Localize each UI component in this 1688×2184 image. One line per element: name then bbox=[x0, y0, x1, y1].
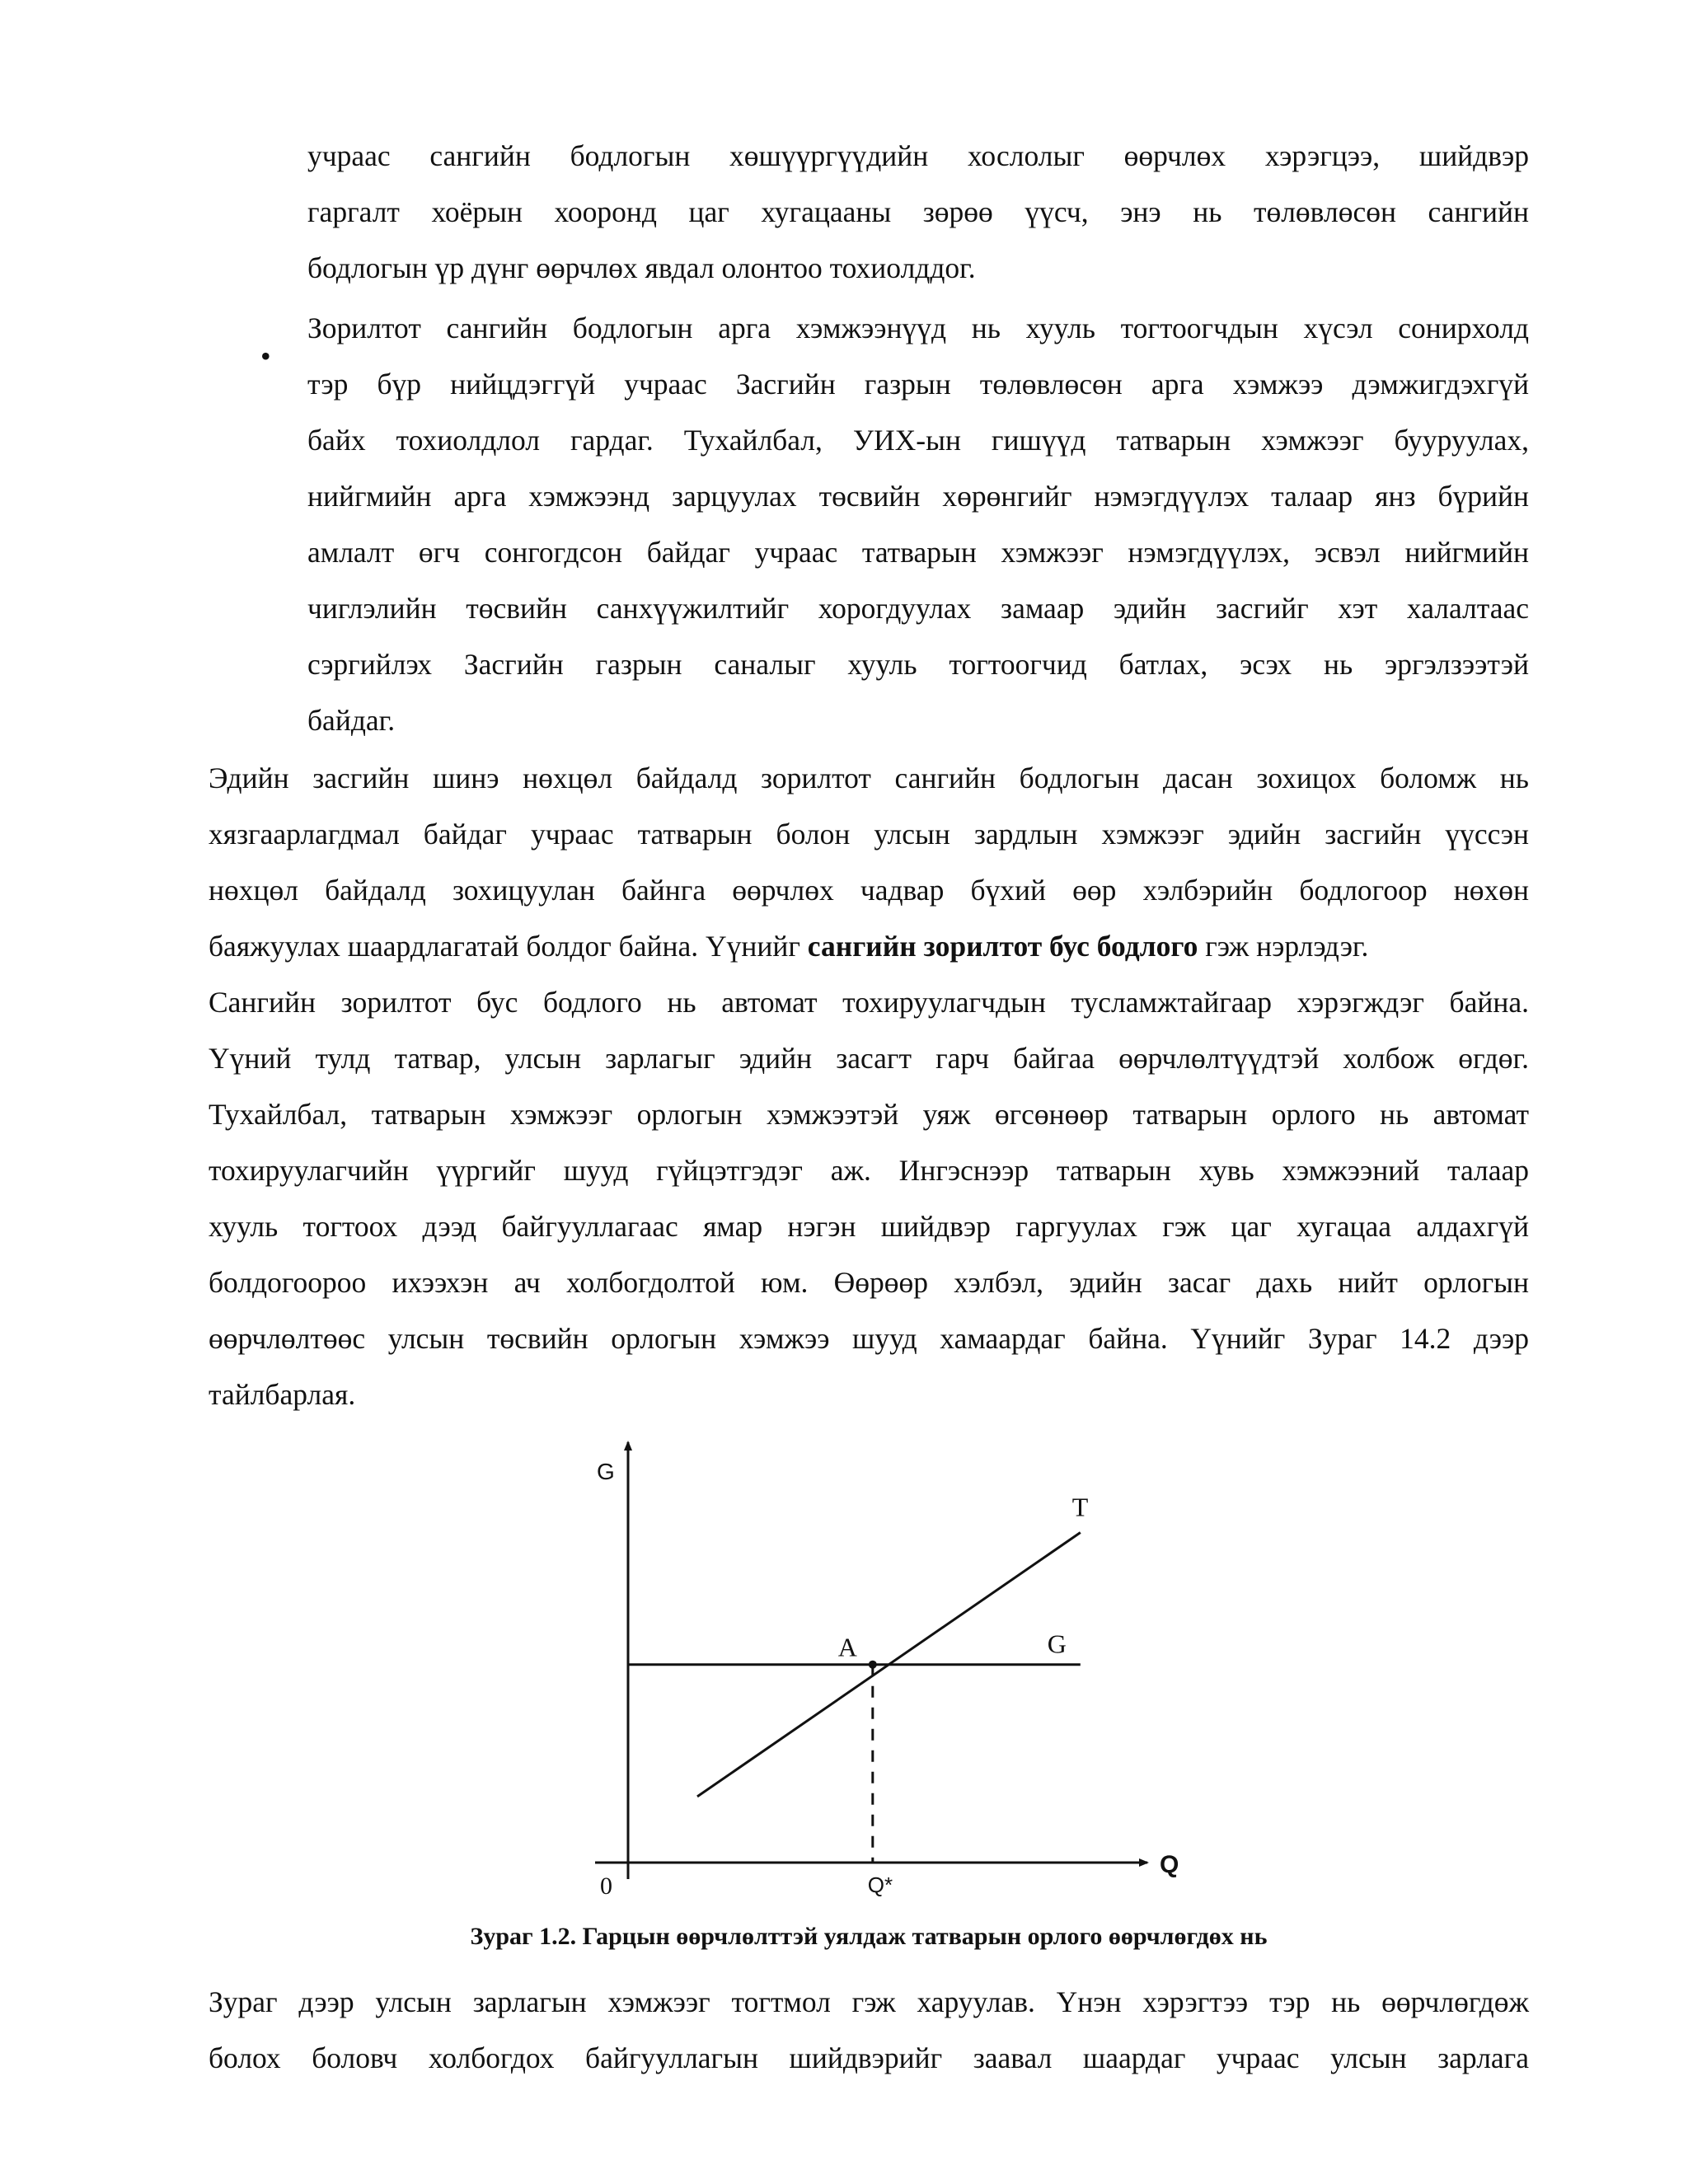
text-line: Эдийн засгийн шинэ нөхцөл байдалд зорилтот сангийн бодлогын дасан зохицох боломж нь bbox=[209, 762, 1529, 794]
text-line: бодлогын үр дүнг өөрчлөх явдал олонтоо тохиолддог. bbox=[307, 251, 976, 284]
figure-tax-revenue-chart bbox=[577, 1422, 1187, 1916]
text-line: гаргалт хоёрын хооронд цаг хугацааны зөрөө үүсч, энэ нь төлөвлөсөн сангийн bbox=[307, 195, 1529, 228]
text-run: гэж нэрлэдэг. bbox=[1198, 930, 1369, 963]
figure-caption: Зураг 1.2. Гарцын өөрчлөлттэй уялдаж татварын орлого өөрчлөгдөх нь bbox=[470, 1923, 1268, 1950]
text-line: байх тохиолдлол гардаг. Тухайлбал, УИХ-ын гишүүд татварын хэмжээг бууруулах, bbox=[307, 424, 1529, 457]
text-line: тохируулагчийн үүргийг шууд гүйцэтгэдэг аж. Ингэснээр татварын хувь хэмжээний талаар bbox=[209, 1154, 1529, 1187]
bullet-paragraph bbox=[307, 300, 1529, 748]
text-line: тайлбарлая. bbox=[209, 1378, 356, 1411]
paragraph-government-spending bbox=[209, 1974, 1529, 2086]
text-line: нөхцөл байдалд зохицуулан байнга өөрчлөх чадвар бүхий өөр хэлбэрийн бодлогоор нөхөн bbox=[209, 874, 1529, 907]
text-line: Зорилтот сангийн бодлогын арга хэмжээнүүд нь хууль тогтоогчдын хүсэл сонирхолд bbox=[307, 312, 1529, 344]
text-line: Зураг дээр улсын зарлагын хэмжээг тогтмол гэж харуулав. Үнэн хэрэгтээ тэр нь өөрчлөгдөж bbox=[209, 1985, 1529, 2018]
bullet-icon: • bbox=[260, 340, 271, 373]
bold-term: сангийн зорилтот бус бодлого bbox=[807, 930, 1198, 963]
series-label-t: T bbox=[1071, 1492, 1089, 1522]
text-line: Сангийн зорилтот бус бодлого нь автомат тохируулагчдын тусламжтайгаар хэрэгждэг байна. bbox=[209, 986, 1529, 1019]
paragraph-continuation bbox=[307, 128, 1529, 296]
x-axis-label: Q bbox=[1160, 1851, 1179, 1878]
origin-label: 0 bbox=[600, 1872, 612, 1900]
series-label-g: G bbox=[1047, 1629, 1067, 1659]
text-line: хууль тогтоох дээд байгууллагаас ямар нэгэн шийдвэр гаргуулах гэж цаг хугацаа алдахгүй bbox=[209, 1210, 1529, 1243]
paragraph-adaptation bbox=[209, 750, 1529, 974]
text-line: амлалт өгч сонгогдсон байдаг учраас татварын хэмжээг нэмэгдүүлэх, эсвэл нийгмийн bbox=[307, 536, 1529, 569]
text-line: болох боловч холбогдох байгууллагын шийдвэрийг заавал шаардаг учраас улсын зарлага bbox=[209, 2041, 1529, 2074]
text-line: Үүний тулд татвар, улсын зарлагыг эдийн засагт гарч байгаа өөрчлөлтүүдтэй холбож өгдөг. bbox=[209, 1042, 1529, 1075]
text-run: баяжуулах шаардлагатай болдог байна. Үүнийг bbox=[209, 930, 808, 963]
y-axis-label: G bbox=[597, 1459, 615, 1484]
text-line: хязгаарлагдмал байдаг учраас татварын болон улсын зардлын хэмжээг эдийн засгийн үүссэн bbox=[209, 818, 1529, 851]
text-line: болдогоороо ихээхэн ач холбогдолтой юм. Өөрөөр хэлбэл, эдийн засаг дахь нийт орлогын bbox=[209, 1266, 1529, 1299]
paragraph-automatic-stabilizers bbox=[209, 974, 1529, 1422]
text-line bbox=[209, 918, 1529, 974]
text-line: тэр бүр нийцдэггүй учраас Засгийн газрын төлөвлөсөн арга хэмжээ дэмжигдэхгүй bbox=[307, 368, 1529, 401]
point-label-a: A bbox=[837, 1632, 857, 1662]
text-line: чиглэлийн төсвийн санхүүжилтийг хорогдуулах замаар эдийн засгийг хэт халалтаас bbox=[307, 592, 1529, 625]
chart-svg bbox=[577, 1422, 1187, 1916]
x-tick-label: Q* bbox=[867, 1872, 893, 1897]
intersection-point bbox=[869, 1661, 877, 1669]
text-line: байдаг. bbox=[307, 704, 396, 737]
text-line: сэргийлэх Засгийн газрын саналыг хууль тогтоогчид батлах, эсэх нь эргэлзээтэй bbox=[307, 648, 1529, 681]
text-line: өөрчлөлтөөс улсын төсвийн орлогын хэмжээ шууд хамаардаг байна. Үүнийг Зураг 14.2 дээр bbox=[209, 1322, 1529, 1355]
text-line: нийгмийн арга хэмжээнд зарцуулах төсвийн хөрөнгийг нэмэгдүүлэх талаар янз бүрийн bbox=[307, 480, 1529, 513]
text-line: Тухайлбал, татварын хэмжээг орлогын хэмжээтэй уяж өгсөнөөр татварын орлого нь автомат bbox=[209, 1098, 1529, 1131]
text-line: учраас сангийн бодлогын хөшүүргүүдийн хослолыг өөрчлөх хэрэгцээ, шийдвэр bbox=[307, 139, 1529, 172]
